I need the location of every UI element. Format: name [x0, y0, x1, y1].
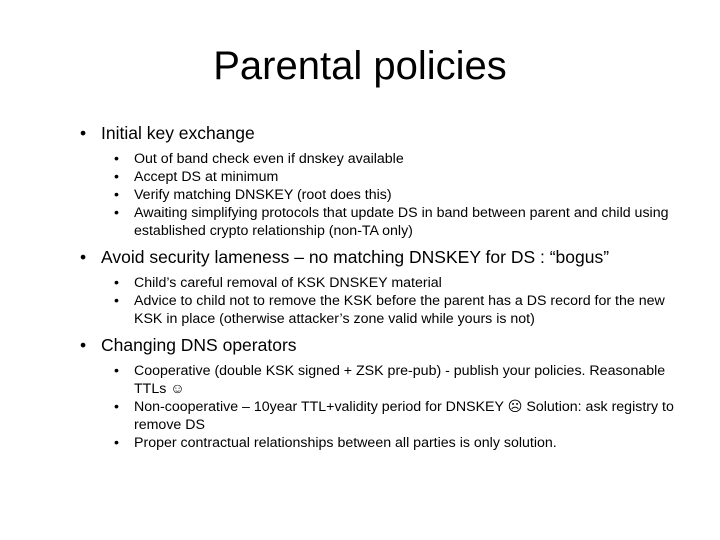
sub-bullet: • Child’s careful removal of KSK DNSKEY material	[80, 274, 680, 292]
section-security-lameness	[80, 246, 680, 328]
section-heading: • Avoid security lameness – no matching DNSKEY for DS : “bogus”	[80, 246, 680, 268]
sub-bullet: • Advice to child not to remove the KSK before the parent has a DS record for the new KSK in place (otherwise attacker’s zone valid while yours is not)	[80, 292, 680, 328]
bullet-content	[80, 122, 680, 452]
sub-bullet: • Cooperative (double KSK signed + ZSK pre-pub) - publish your policies. Reasonable TTLs ☺	[80, 362, 680, 398]
section-changing-dns-operators	[80, 334, 680, 452]
sub-bullet: • Awaiting simplifying protocols that update DS in band between parent and child using established crypto relationship (non-TA only)	[80, 204, 680, 240]
sub-bullet: • Verify matching DNSKEY (root does this)	[80, 186, 680, 204]
section-heading: • Changing DNS operators	[80, 334, 680, 356]
section-heading: • Initial key exchange	[80, 122, 680, 144]
section-initial-key-exchange	[80, 122, 680, 240]
sub-bullet-list	[80, 274, 680, 328]
slide-title: Parental policies	[213, 44, 507, 88]
sub-bullet-list	[80, 150, 680, 240]
sub-bullet: • Out of band check even if dnskey available	[80, 150, 680, 168]
sub-bullet: • Proper contractual relationships between all parties is only solution.	[80, 434, 680, 452]
sub-bullet: • Non-cooperative – 10year TTL+validity period for DNSKEY ☹ Solution: ask registry to remove DS	[80, 398, 680, 434]
sub-bullet: • Accept DS at minimum	[80, 168, 680, 186]
sub-bullet-list	[80, 362, 680, 452]
